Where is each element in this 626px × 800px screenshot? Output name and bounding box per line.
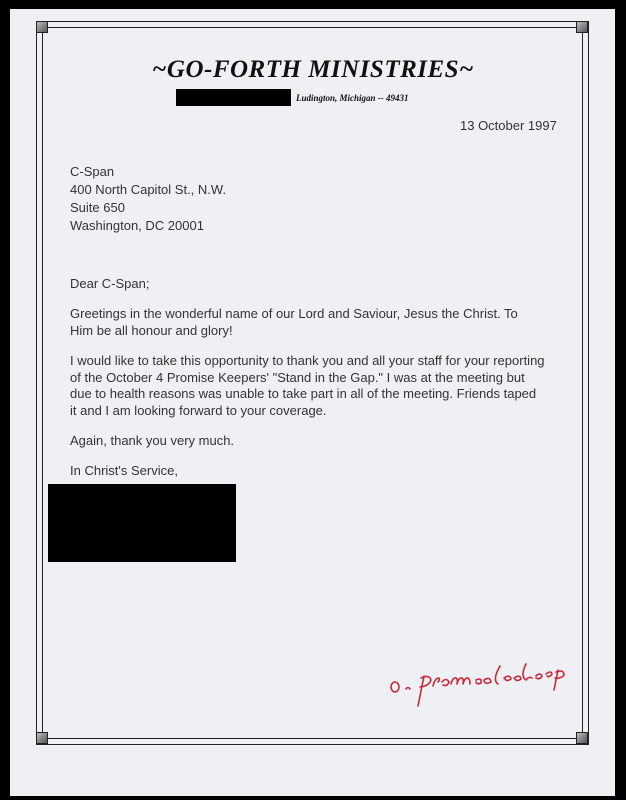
- recipient-address: [70, 163, 226, 235]
- corner-ornament-bottom-right: [576, 732, 588, 744]
- handwritten-annotation: [388, 660, 588, 710]
- redaction-box-address: [176, 89, 291, 106]
- paragraph-thanks: [70, 353, 570, 419]
- paragraph-line: Greetings in the wonderful name of our Lord and Saviour, Jesus the Christ. To: [70, 306, 518, 321]
- recipient-line: 400 North Capitol St., N.W.: [70, 182, 227, 197]
- corner-ornament-top-right: [576, 21, 588, 33]
- redaction-box-signature: [48, 484, 236, 562]
- paragraph-line: it and I am looking forward to your coverage.: [70, 402, 327, 418]
- salutation: Dear C-Span;: [70, 276, 150, 291]
- corner-ornament-bottom-left: [36, 732, 48, 744]
- closing: In Christ's Service,: [70, 463, 178, 478]
- paragraph-greeting: [70, 306, 570, 339]
- letter-date: 13 October 1997: [460, 118, 557, 133]
- paragraph-closing-thanks: Again, thank you very much.: [70, 433, 235, 448]
- paragraph-line: of the October 4 Promise Keepers' "Stand in the Gap." I was at the meeting but: [70, 369, 525, 385]
- corner-ornament-top-left: [36, 21, 48, 33]
- recipient-line: C-Span: [70, 164, 115, 179]
- paragraph-line: due to health reasons was unable to take part in all of the meeting. Friends taped: [70, 386, 537, 401]
- letterhead-title: ~GO-FORTH MINISTRIES~: [152, 56, 474, 83]
- letterhead-address: Ludington, Michigan -- 49431: [296, 93, 409, 103]
- paragraph-line: I would like to take this opportunity to thank you and all your staff for your reporting: [70, 353, 545, 368]
- recipient-line: Suite 650: [70, 200, 125, 215]
- recipient-line: Washington, DC 20001: [70, 218, 204, 233]
- paragraph-line: Him be all honour and glory!: [70, 322, 233, 338]
